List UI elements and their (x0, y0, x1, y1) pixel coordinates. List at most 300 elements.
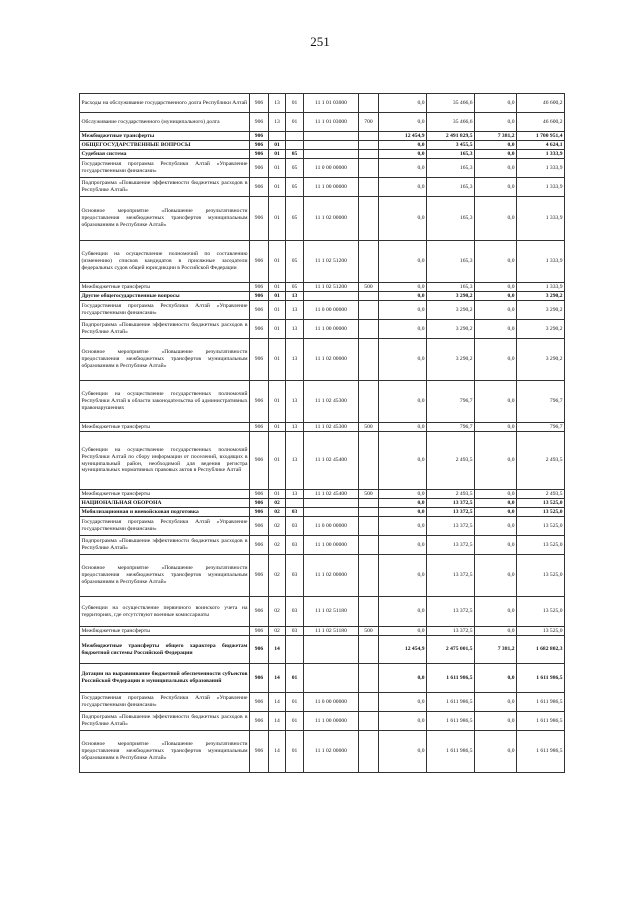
amount-1: 12 454,9 (379, 636, 427, 664)
target-article-code (304, 150, 359, 159)
table-row (80, 132, 565, 141)
amount-2: 1 611 986,5 (427, 693, 475, 712)
row-name: Подпрограмма «Повышение эффективности бюджетных расходов в Республике Алтай» (80, 320, 250, 339)
row-name: Расходы на обслуживание государственного долга Республики Алтай (80, 94, 250, 113)
amount-4: 13 525,0 (517, 517, 565, 536)
amount-2: 165,3 (427, 241, 475, 283)
subsection-code: 05 (286, 197, 304, 241)
subsection-code: 01 (286, 712, 304, 731)
target-article-code: 11 1 02 51180 (304, 597, 359, 627)
section-code: 01 (269, 197, 286, 241)
amount-4: 1 333,9 (517, 159, 565, 178)
section-code: 01 (269, 490, 286, 499)
section-code: 01 (269, 292, 286, 301)
admin-code: 906 (250, 508, 269, 517)
amount-3: 0,0 (475, 712, 517, 731)
section-code: 01 (269, 320, 286, 339)
admin-code: 906 (250, 731, 269, 773)
amount-2: 35 466,6 (427, 113, 475, 132)
table-row (80, 693, 565, 712)
amount-4: 2 493,5 (517, 490, 565, 499)
amount-4: 796,7 (517, 423, 565, 432)
amount-3: 0,0 (475, 499, 517, 508)
row-name: Основное мероприятие «Повышение результативности предоставления межбюджетных трансфертов муниципальным образованиям в Республике Алтай» (80, 197, 250, 241)
subsection-code: 13 (286, 292, 304, 301)
section-code: 14 (269, 693, 286, 712)
target-article-code: 11 1 02 00000 (304, 555, 359, 597)
row-name: НАЦИОНАЛЬНАЯ ОБОРОНА (80, 499, 250, 508)
table-row (80, 159, 565, 178)
amount-3: 7 381,2 (475, 132, 517, 141)
section-code: 14 (269, 664, 286, 693)
table-row (80, 597, 565, 627)
admin-code: 906 (250, 339, 269, 381)
table-row (80, 94, 565, 113)
amount-3: 0,0 (475, 94, 517, 113)
expense-type-code: 500 (359, 627, 379, 636)
table-row (80, 241, 565, 283)
amount-4: 1 333,9 (517, 241, 565, 283)
amount-1: 12 454,9 (379, 132, 427, 141)
expense-type-code (359, 508, 379, 517)
row-name: Другие общегосударственные вопросы (80, 292, 250, 301)
target-article-code: 11 1 01 03000 (304, 94, 359, 113)
amount-4: 796,7 (517, 381, 565, 423)
amount-2: 13 372,5 (427, 536, 475, 555)
amount-2: 2 493,5 (427, 490, 475, 499)
amount-4: 1 333,9 (517, 178, 565, 197)
amount-3: 0,0 (475, 113, 517, 132)
expense-type-code (359, 381, 379, 423)
target-article-code (304, 508, 359, 517)
amount-1: 0,0 (379, 113, 427, 132)
amount-2: 165,3 (427, 150, 475, 159)
amount-3: 0,0 (475, 490, 517, 499)
section-code: 01 (269, 241, 286, 283)
table-row (80, 664, 565, 693)
admin-code: 906 (250, 197, 269, 241)
admin-code: 906 (250, 381, 269, 423)
row-name: Межбюджетные трансферты общего характера бюджетам бюджетной системы Российской Федерации (80, 636, 250, 664)
amount-4: 1 611 986,5 (517, 712, 565, 731)
subsection-code: 01 (286, 664, 304, 693)
table-row (80, 712, 565, 731)
row-name: Государственная программа Республики Алтай «Управление государственными финансами» (80, 159, 250, 178)
subsection-code: 01 (286, 693, 304, 712)
table-row (80, 150, 565, 159)
subsection-code: 03 (286, 555, 304, 597)
expense-type-code: 700 (359, 113, 379, 132)
expense-type-code (359, 693, 379, 712)
section-code: 02 (269, 555, 286, 597)
amount-2: 13 372,5 (427, 597, 475, 627)
row-name: Государственная программа Республики Алтай «Управление государственными финансами» (80, 301, 250, 320)
table-row (80, 283, 565, 292)
row-name: Государственная программа Республики Алтай «Управление государственными финансами» (80, 517, 250, 536)
amount-2: 13 372,5 (427, 517, 475, 536)
amount-3: 0,0 (475, 381, 517, 423)
amount-3: 0,0 (475, 283, 517, 292)
amount-1: 0,0 (379, 712, 427, 731)
amount-2: 2 493,5 (427, 432, 475, 490)
amount-2: 165,3 (427, 178, 475, 197)
row-name: Судебная система (80, 150, 250, 159)
expense-type-code (359, 197, 379, 241)
table-row (80, 517, 565, 536)
section-code: 02 (269, 508, 286, 517)
table-row (80, 178, 565, 197)
subsection-code: 05 (286, 159, 304, 178)
amount-1: 0,0 (379, 490, 427, 499)
target-article-code (304, 664, 359, 693)
amount-2: 796,7 (427, 423, 475, 432)
subsection-code: 13 (286, 381, 304, 423)
target-article-code: 11 1 01 03000 (304, 113, 359, 132)
admin-code: 906 (250, 536, 269, 555)
target-article-code (304, 292, 359, 301)
amount-4: 13 525,0 (517, 536, 565, 555)
row-name: Подпрограмма «Повышение эффективности бюджетных расходов в Республике Алтай» (80, 536, 250, 555)
amount-4: 2 493,5 (517, 432, 565, 490)
amount-4: 1 333,9 (517, 283, 565, 292)
admin-code: 906 (250, 141, 269, 150)
expense-type-code (359, 712, 379, 731)
subsection-code: 13 (286, 490, 304, 499)
target-article-code: 11 1 02 00000 (304, 339, 359, 381)
amount-4: 1 611 986,5 (517, 731, 565, 773)
target-article-code: 11 1 02 51200 (304, 241, 359, 283)
row-name: Подпрограмма «Повышение эффективности бюджетных расходов в Республике Алтай» (80, 178, 250, 197)
amount-4: 13 525,0 (517, 499, 565, 508)
table-row (80, 339, 565, 381)
subsection-code: 03 (286, 597, 304, 627)
admin-code: 906 (250, 113, 269, 132)
target-article-code (304, 132, 359, 141)
section-code: 02 (269, 499, 286, 508)
expense-type-code (359, 141, 379, 150)
subsection-code: 13 (286, 320, 304, 339)
amount-3: 0,0 (475, 339, 517, 381)
admin-code: 906 (250, 283, 269, 292)
section-code: 14 (269, 636, 286, 664)
amount-1: 0,0 (379, 508, 427, 517)
subsection-code (286, 499, 304, 508)
admin-code: 906 (250, 292, 269, 301)
row-name: Основное мероприятие «Повышение результативности предоставления межбюджетных трансфертов муниципальным образованиям в Республике Алтай» (80, 339, 250, 381)
expense-type-code (359, 499, 379, 508)
table-row (80, 508, 565, 517)
amount-3: 0,0 (475, 693, 517, 712)
page-number: 251 (310, 34, 330, 49)
admin-code: 906 (250, 499, 269, 508)
amount-1: 0,0 (379, 339, 427, 381)
section-code: 01 (269, 432, 286, 490)
amount-3: 0,0 (475, 301, 517, 320)
admin-code: 906 (250, 423, 269, 432)
admin-code: 906 (250, 241, 269, 283)
admin-code: 906 (250, 94, 269, 113)
section-code: 01 (269, 150, 286, 159)
budget-table (79, 93, 565, 773)
target-article-code: 11 1 02 00000 (304, 731, 359, 773)
amount-3: 0,0 (475, 197, 517, 241)
table-row (80, 731, 565, 773)
target-article-code: 11 0 00 00000 (304, 693, 359, 712)
row-name: Межбюджетные трансферты (80, 423, 250, 432)
subsection-code: 05 (286, 283, 304, 292)
expense-type-code (359, 132, 379, 141)
expense-type-code (359, 178, 379, 197)
table-row (80, 197, 565, 241)
row-name: Подпрограмма «Повышение эффективности бюджетных расходов в Республике Алтай» (80, 712, 250, 731)
row-name: ОБЩЕГОСУДАРСТВЕННЫЕ ВОПРОСЫ (80, 141, 250, 150)
amount-2: 165,3 (427, 197, 475, 241)
amount-1: 0,0 (379, 94, 427, 113)
expense-type-code (359, 94, 379, 113)
expense-type-code: 500 (359, 283, 379, 292)
admin-code: 906 (250, 627, 269, 636)
amount-1: 0,0 (379, 178, 427, 197)
subsection-code: 03 (286, 517, 304, 536)
section-code: 14 (269, 712, 286, 731)
amount-1: 0,0 (379, 423, 427, 432)
table-row (80, 113, 565, 132)
amount-2: 2 491 829,5 (427, 132, 475, 141)
target-article-code: 11 1 02 51200 (304, 283, 359, 292)
amount-1: 0,0 (379, 141, 427, 150)
section-code: 13 (269, 94, 286, 113)
amount-1: 0,0 (379, 197, 427, 241)
amount-3: 0,0 (475, 320, 517, 339)
amount-1: 0,0 (379, 517, 427, 536)
amount-4: 46 600,2 (517, 113, 565, 132)
target-article-code: 11 0 00 00000 (304, 517, 359, 536)
expense-type-code (359, 731, 379, 773)
expense-type-code: 500 (359, 423, 379, 432)
expense-type-code (359, 597, 379, 627)
subsection-code: 05 (286, 178, 304, 197)
amount-3: 0,0 (475, 150, 517, 159)
subsection-code: 01 (286, 731, 304, 773)
amount-2: 2 475 001,5 (427, 636, 475, 664)
admin-code: 906 (250, 132, 269, 141)
amount-4: 3 290,2 (517, 301, 565, 320)
amount-4: 3 290,2 (517, 292, 565, 301)
target-article-code: 11 1 02 45300 (304, 381, 359, 423)
amount-2: 13 372,5 (427, 499, 475, 508)
subsection-code: 05 (286, 241, 304, 283)
amount-1: 0,0 (379, 664, 427, 693)
table-row (80, 636, 565, 664)
subsection-code: 13 (286, 339, 304, 381)
amount-3: 0,0 (475, 597, 517, 627)
amount-2: 13 372,5 (427, 627, 475, 636)
amount-2: 3 290,2 (427, 320, 475, 339)
amount-1: 0,0 (379, 555, 427, 597)
target-article-code: 11 1 00 00000 (304, 712, 359, 731)
amount-3: 0,0 (475, 159, 517, 178)
row-name: Мобилизационная и вневойсковая подготовка (80, 508, 250, 517)
subsection-code (286, 141, 304, 150)
subsection-code: 13 (286, 301, 304, 320)
row-name: Государственная программа Республики Алтай «Управление государственными финансами» (80, 693, 250, 712)
expense-type-code (359, 555, 379, 597)
section-code: 01 (269, 423, 286, 432)
amount-3: 0,0 (475, 627, 517, 636)
amount-2: 35 466,6 (427, 94, 475, 113)
admin-code: 906 (250, 159, 269, 178)
row-name: Дотации на выравнивание бюджетной обеспеченности субъектов Российской Федерации и муниципальных образований (80, 664, 250, 693)
amount-3: 0,0 (475, 555, 517, 597)
table-row (80, 301, 565, 320)
subsection-code: 01 (286, 94, 304, 113)
target-article-code: 11 1 00 00000 (304, 320, 359, 339)
amount-4: 1 611 986,5 (517, 693, 565, 712)
amount-3: 7 381,2 (475, 636, 517, 664)
amount-3: 0,0 (475, 241, 517, 283)
amount-2: 165,3 (427, 159, 475, 178)
row-name: Обслуживание государственного (муниципального) долга (80, 113, 250, 132)
section-code: 02 (269, 597, 286, 627)
expense-type-code (359, 517, 379, 536)
expense-type-code (359, 320, 379, 339)
amount-1: 0,0 (379, 301, 427, 320)
table-body (80, 94, 565, 773)
table-row (80, 627, 565, 636)
subsection-code: 05 (286, 150, 304, 159)
subsection-code (286, 636, 304, 664)
row-name: Межбюджетные трансферты (80, 283, 250, 292)
amount-2: 3 290,2 (427, 301, 475, 320)
row-name: Субвенции на осуществление государственных полномочий Республики Алтай в области законодательства об административных правонарушениях (80, 381, 250, 423)
amount-3: 0,0 (475, 508, 517, 517)
amount-4: 13 525,0 (517, 627, 565, 636)
admin-code: 906 (250, 320, 269, 339)
table-row (80, 490, 565, 499)
row-name: Межбюджетные трансферты (80, 490, 250, 499)
admin-code: 906 (250, 636, 269, 664)
amount-1: 0,0 (379, 499, 427, 508)
expense-type-code (359, 339, 379, 381)
amount-1: 0,0 (379, 159, 427, 178)
amount-3: 0,0 (475, 536, 517, 555)
admin-code: 906 (250, 490, 269, 499)
section-code: 01 (269, 178, 286, 197)
admin-code: 906 (250, 712, 269, 731)
expense-type-code (359, 536, 379, 555)
section-code: 01 (269, 141, 286, 150)
amount-3: 0,0 (475, 731, 517, 773)
row-name: Основное мероприятие «Повышение результативности предоставления межбюджетных трансфертов муниципальным образованиям в Республике Алтай» (80, 731, 250, 773)
amount-2: 3 290,2 (427, 339, 475, 381)
expense-type-code (359, 159, 379, 178)
amount-4: 4 624,1 (517, 141, 565, 150)
amount-2: 13 372,5 (427, 508, 475, 517)
admin-code: 906 (250, 693, 269, 712)
target-article-code: 11 0 00 00000 (304, 159, 359, 178)
expense-type-code (359, 150, 379, 159)
table-row (80, 381, 565, 423)
admin-code: 906 (250, 517, 269, 536)
amount-1: 0,0 (379, 381, 427, 423)
amount-1: 0,0 (379, 627, 427, 636)
amount-1: 0,0 (379, 283, 427, 292)
amount-1: 0,0 (379, 241, 427, 283)
subsection-code: 03 (286, 508, 304, 517)
admin-code: 906 (250, 432, 269, 490)
amount-1: 0,0 (379, 432, 427, 490)
target-article-code (304, 499, 359, 508)
target-article-code: 11 1 00 00000 (304, 536, 359, 555)
expense-type-code (359, 241, 379, 283)
expense-type-code (359, 292, 379, 301)
amount-4: 1 333,9 (517, 197, 565, 241)
amount-2: 796,7 (427, 381, 475, 423)
expense-type-code: 500 (359, 490, 379, 499)
section-code: 01 (269, 283, 286, 292)
table-row (80, 141, 565, 150)
row-name: Субвенции на осуществление полномочий по составлению (изменению) списков кандидатов в присяжные заседатели федеральных судов общей юрисдикции в Российской Федерации (80, 241, 250, 283)
expense-type-code (359, 664, 379, 693)
section-code: 01 (269, 381, 286, 423)
subsection-code: 03 (286, 627, 304, 636)
target-article-code: 11 1 02 51180 (304, 627, 359, 636)
amount-3: 0,0 (475, 432, 517, 490)
amount-4: 3 290,2 (517, 339, 565, 381)
target-article-code: 11 0 00 00000 (304, 301, 359, 320)
table-row (80, 423, 565, 432)
subsection-code: 13 (286, 432, 304, 490)
amount-1: 0,0 (379, 150, 427, 159)
row-name: Межбюджетные трансферты (80, 627, 250, 636)
amount-1: 0,0 (379, 320, 427, 339)
amount-1: 0,0 (379, 536, 427, 555)
row-name: Основное мероприятие «Повышение результативности предоставления межбюджетных трансфертов муниципальным образованиям в Республике Алтай» (80, 555, 250, 597)
table-row (80, 432, 565, 490)
section-code: 14 (269, 731, 286, 773)
table-row (80, 320, 565, 339)
amount-2: 13 372,5 (427, 555, 475, 597)
subsection-code (286, 132, 304, 141)
admin-code: 906 (250, 178, 269, 197)
row-name: Субвенции на осуществление государственных полномочий Республики Алтай по сбору информации от поселений, входящих в муниципальный район, необходимой для ведения регистра муниципальных нормативных правовых актов в Республике Алтай (80, 432, 250, 490)
amount-2: 3 455,5 (427, 141, 475, 150)
amount-1: 0,0 (379, 292, 427, 301)
section-code: 02 (269, 536, 286, 555)
amount-1: 0,0 (379, 597, 427, 627)
amount-3: 0,0 (475, 517, 517, 536)
table-row (80, 536, 565, 555)
section-code: 01 (269, 301, 286, 320)
amount-4: 46 600,2 (517, 94, 565, 113)
amount-3: 0,0 (475, 141, 517, 150)
amount-3: 0,0 (475, 423, 517, 432)
amount-2: 1 611 986,5 (427, 712, 475, 731)
amount-4: 13 525,0 (517, 555, 565, 597)
section-code (269, 132, 286, 141)
target-article-code (304, 636, 359, 664)
table-row (80, 292, 565, 301)
target-article-code: 11 1 02 45400 (304, 490, 359, 499)
amount-4: 13 525,0 (517, 597, 565, 627)
table-row (80, 499, 565, 508)
amount-3: 0,0 (475, 292, 517, 301)
amount-3: 0,0 (475, 178, 517, 197)
subsection-code: 03 (286, 536, 304, 555)
target-article-code: 11 1 02 00000 (304, 197, 359, 241)
admin-code: 906 (250, 150, 269, 159)
amount-2: 165,3 (427, 283, 475, 292)
